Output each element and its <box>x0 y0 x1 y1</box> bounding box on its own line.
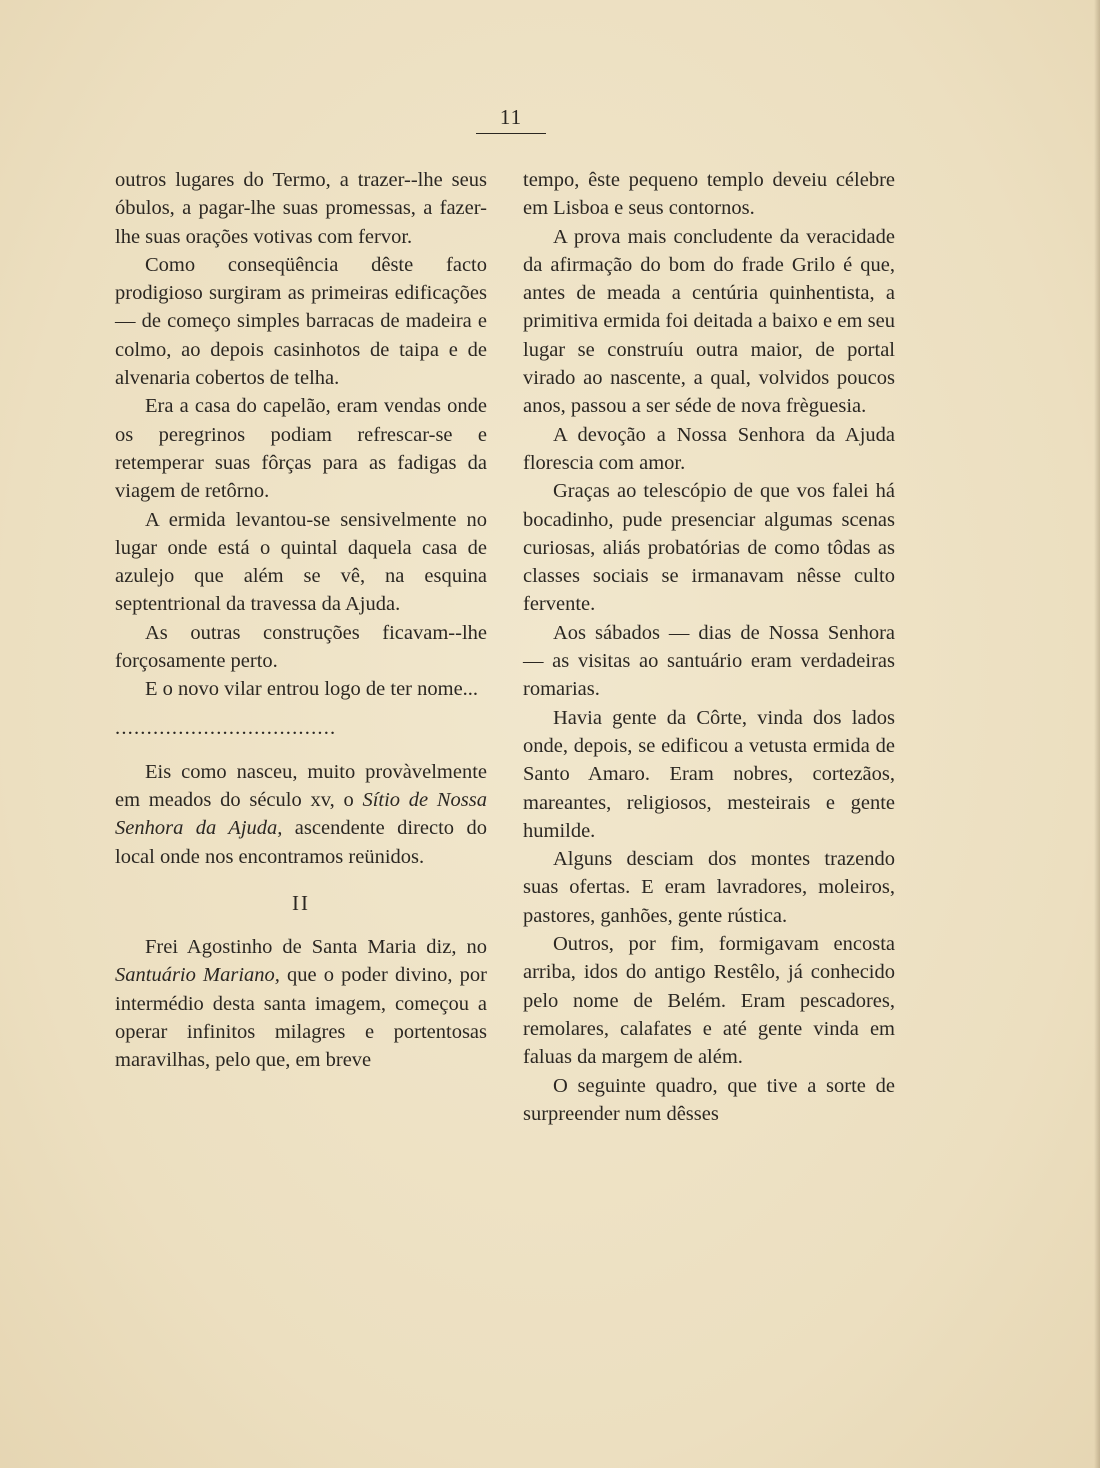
paragraph-text: que o poder divino, por intermédio desta santa imagem, começou a operar infinitos milagres e portentosas maravilhas, pelo que, em breve <box>115 964 487 1072</box>
paragraph: Graças ao telescópio de que vos falei há bocadinho, pude presenciar algumas scenas curiosas, aliás probatórias de como tôdas as classes sociais se irmanavam nêsse culto fervente. <box>523 480 895 616</box>
paragraph: tempo, êste pequeno templo deveiu célebre em Lisboa e seus contornos. <box>523 169 895 220</box>
paragraph <box>115 758 487 871</box>
paragraph: A prova mais concludente da veracidade da afirmação do bom do frade Grilo é que, antes de meada a centúria quinhentista, a primitiva ermida foi deitada a baixo e em seu lugar se construíu outra maior, de portal virado ao nascente, a qual, volvidos poucos anos, passou a ser séde de nova frèguesia. <box>523 225 895 418</box>
italic-title: Santuário Mariano, <box>115 964 280 987</box>
page-edge-shadow <box>1094 0 1100 1468</box>
paragraph: Como conseqüência dêste facto prodigioso surgiram as primeiras edificações — de começo simples barracas de madeira e colmo, ao depois casinhotos de taipa e de alvenaria cobertos de telha. <box>115 253 487 390</box>
paragraph-text: Frei Agostinho de Santa Maria diz, no <box>145 936 487 959</box>
paragraph: Alguns desciam dos montes trazendo suas ofertas. E eram lavradores, moleiros, pastores, ganhões, gente rústica. <box>523 848 895 927</box>
paragraph: E o novo vilar entrou logo de ter nome... <box>145 678 479 701</box>
dotted-separator: ................................... <box>115 716 337 739</box>
page-number: 11 <box>499 105 523 129</box>
paragraph: Outros, por fim, formigavam encosta arriba, idos do antigo Restêlo, já conhecido pelo nome de Belém. Eram pescadores, remolares, calafates e até gente vinda em faluas da margem de além. <box>523 933 895 1069</box>
left-column <box>115 166 487 1075</box>
page-number-rule <box>476 133 546 134</box>
italic-title: Sítio de Nossa Senhora da Ajuda, <box>115 788 487 840</box>
paragraph-text: ascendente directo do local onde nos encontramos reünidos. <box>115 817 487 868</box>
page-header <box>476 104 546 134</box>
section-heading: II <box>292 890 310 915</box>
paragraph: Havia gente da Côrte, vinda dos lados onde, depois, se edificou a vetusta ermida de Santo Amaro. Eram nobres, cortezãos, mareantes, religiosos, mesteirais e gente humilde. <box>523 706 895 842</box>
right-column <box>523 166 895 1128</box>
paragraph: A ermida levantou-se sensivelmente no lugar onde está o quintal daquela casa de azulejo que além se vê, na esquina septentrional da travessa da Ajuda. <box>115 508 487 616</box>
paragraph: Era a casa do capelão, eram vendas onde os peregrinos podiam refrescar-se e retemperar suas fôrças para as fadigas da viagem de retôrno. <box>115 395 487 503</box>
paragraph: A devoção a Nossa Senhora da Ajuda florescia com amor. <box>523 423 895 474</box>
paragraph: As outras construções ficavam--lhe forçosamente perto. <box>115 621 487 673</box>
paragraph <box>115 933 487 1074</box>
paragraph: O seguinte quadro, que tive a sorte de surpreender num dêsses <box>523 1074 895 1125</box>
paragraph-text: Eis como nasceu, muito provàvelmente em meados do século xv, o <box>115 760 487 811</box>
paragraph: Aos sábados — dias de Nossa Senhora — as visitas ao santuário eram verdadeiras romarias. <box>523 621 895 701</box>
paragraph: outros lugares do Termo, a trazer--lhe seus óbulos, a pagar-lhe suas promessas, a fazer-lhe suas orações votivas com fervor. <box>115 169 487 248</box>
